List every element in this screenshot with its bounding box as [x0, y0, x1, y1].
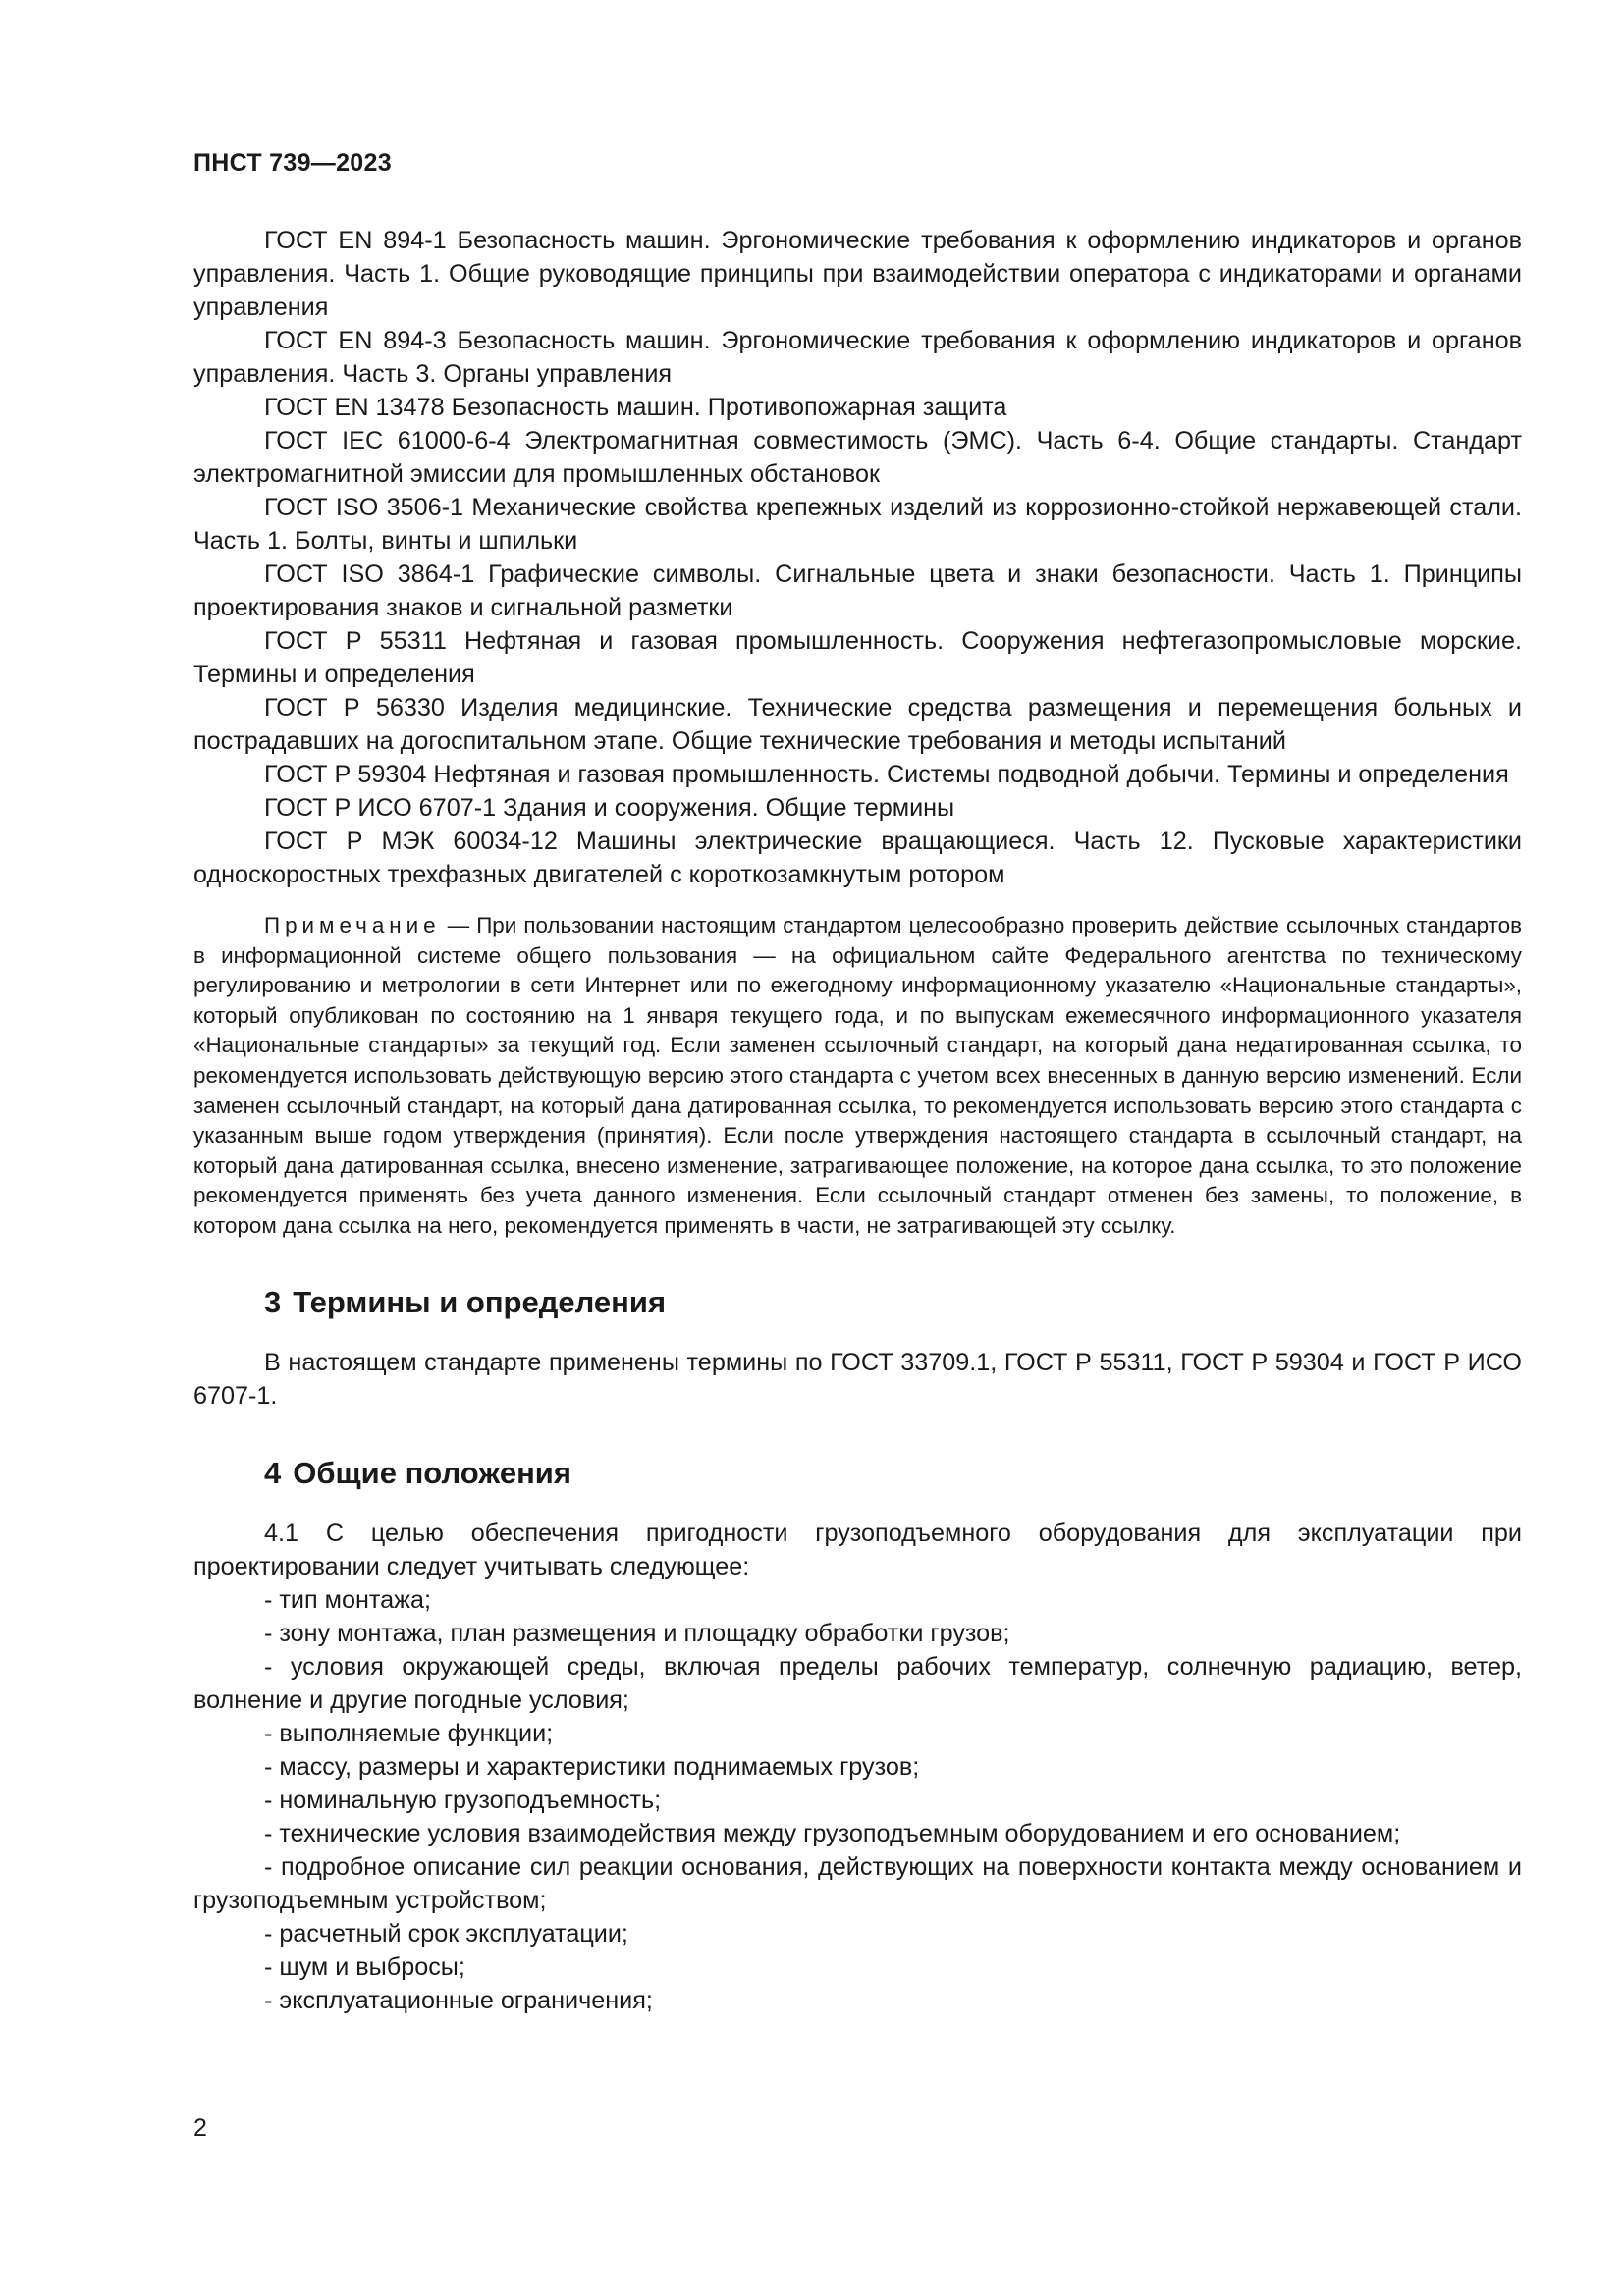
list-item: - зону монтажа, план размещения и площадку обработки грузов; [264, 1619, 1010, 1647]
reference-item: ГОСТ EN 894-1 Безопасность машин. Эргономические требования к оформлению индикаторов и органов управления. Часть 1. Общие руководящие принципы при взаимодействии оператора с индикаторами и органами управления [193, 227, 1522, 321]
document-id: ПНСТ 739—2023 [193, 149, 392, 177]
reference-item: ГОСТ Р 55311 Нефтяная и газовая промышленность. Сооружения нефтегазопромысловые морские. Термины и определения [193, 627, 1522, 688]
note-dash: — [440, 913, 477, 937]
normative-references-list [193, 224, 1522, 891]
list-item: - расчетный срок эксплуатации; [264, 1919, 628, 1948]
reference-item: ГОСТ Р МЭК 60034-12 Машины электрические вращающиеся. Часть 12. Пусковые характеристики односкоростных трехфазных двигателей с короткозамкнутым ротором [193, 828, 1522, 888]
requirements-list [193, 1583, 1522, 2017]
section-title: Термины и определения [293, 1284, 667, 1319]
note-paragraph [193, 911, 1522, 1242]
section-3-heading [193, 1285, 1522, 1320]
list-item: - шум и выбросы; [264, 1952, 465, 1981]
reference-item: ГОСТ Р 56330 Изделия медицинские. Технические средства размещения и перемещения больных и пострадавших на догоспитальном этапе. Общие технические требования и методы испытаний [193, 694, 1522, 755]
list-item: - выполняемые функции; [264, 1719, 554, 1747]
section-title: Общие положения [293, 1455, 571, 1490]
reference-item: ГОСТ Р ИСО 6707-1 Здания и сооружения. Общие термины [264, 794, 955, 822]
page-content [193, 224, 1522, 2017]
note-label: Примечание [264, 913, 441, 937]
section-4-intro: 4.1 С целью обеспечения пригодности грузоподъемного оборудования для эксплуатации при проектировании следует учитывать следующее: [193, 1519, 1522, 1580]
list-item: - тип монтажа; [264, 1585, 431, 1614]
reference-item: ГОСТ ISO 3864-1 Графические символы. Сигнальные цвета и знаки безопасности. Часть 1. Принципы проектирования знаков и сигнальной разметки [193, 561, 1522, 621]
list-item: - подробное описание сил реакции основания, действующих на поверхности контакта между основанием и грузоподъемным устройством; [193, 1852, 1522, 1914]
reference-item: ГОСТ ISO 3506-1 Механические свойства крепежных изделий из коррозионно-стойкой нержавеющей стали. Часть 1. Болты, винты и шпильки [193, 494, 1522, 555]
list-item: - номинальную грузоподъемность; [264, 1786, 662, 1814]
list-item: - технические условия взаимодействия между грузоподъемным оборудованием и его основанием; [264, 1819, 1401, 1847]
reference-item: ГОСТ EN 13478 Безопасность машин. Противопожарная защита [264, 394, 1007, 421]
section-number: 3 [264, 1284, 282, 1319]
reference-item: ГОСТ EN 894-3 Безопасность машин. Эргономические требования к оформлению индикаторов и органов управления. Часть 3. Органы управления [193, 327, 1522, 388]
page-number: 2 [193, 2114, 207, 2142]
note-text: При пользовании настоящим стандартом целесообразно проверить действие ссылочных стандартов в информационной системе общего пользования — на официальном сайте Федерального агентства по техническому регулированию и метрологии в сети Интернет или по ежегодному информационному указателю «Национальные стандарты», который опубликован по состоянию на 1 января текущего года, и по выпускам ежемесячного информационного указателя «Национальные стандарты» за текущий год. Если заменен ссылочный стандарт, на который дана недатированная ссылка, то рекомендуется использовать действующую версию этого стандарта с учетом всех внесенных в данную версию изменений. Если заменен ссылочный стандарт, на который дана датированная ссылка, то рекомендуется использовать версию этого стандарта с указанным выше годом утверждения (принятия). Если после утверждения настоящего стандарта в ссылочный стандарт, на который дана датированная ссылка, внесено изменение, затрагивающее положение, на которое дана ссылка, то это положение рекомендуется применять без учета данного изменения. Если ссылочный стандарт отменен без замены, то положение, в котором дана ссылка на него, рекомендуется применять в части, не затрагивающей эту ссылку. [193, 913, 1522, 1238]
reference-item: ГОСТ IEC 61000-6-4 Электромагнитная совместимость (ЭМС). Часть 6-4. Общие стандарты. Стандарт электромагнитной эмиссии для промышленных обстановок [193, 427, 1522, 488]
section-number: 4 [264, 1455, 282, 1490]
list-item: - массу, размеры и характеристики поднимаемых грузов; [264, 1752, 920, 1781]
section-4-heading [193, 1456, 1522, 1491]
list-item: - условия окружающей среды, включая пределы рабочих температур, солнечную радиацию, ветер, волнение и другие погодные условия; [193, 1652, 1522, 1714]
list-item: - эксплуатационные ограничения; [264, 1986, 653, 2014]
section-3-text: В настоящем стандарте применены термины по ГОСТ 33709.1, ГОСТ Р 55311, ГОСТ Р 59304 и ГОСТ Р ИСО 6707-1. [193, 1348, 1522, 1410]
reference-item: ГОСТ Р 59304 Нефтяная и газовая промышленность. Системы подводной добычи. Термины и определения [264, 761, 1509, 788]
